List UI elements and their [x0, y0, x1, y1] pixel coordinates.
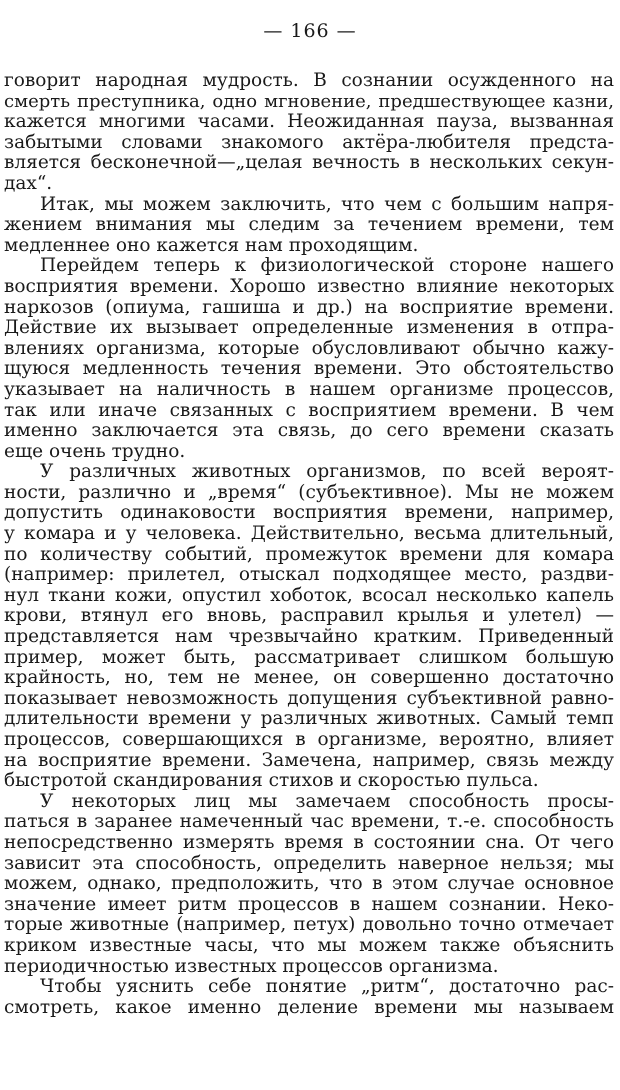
- page-number: — 166 —: [263, 20, 357, 42]
- text-line: именно заключается эта связь, до сего времени сказать: [4, 421, 614, 442]
- text-line: периодичностью известных процессов организма.: [4, 956, 499, 977]
- text-line: медленнее оно кажется нам проходящим.: [4, 235, 419, 256]
- text-line: говорит народная мудрость. В сознании осужденного на: [4, 71, 614, 91]
- text-line: вляется бесконечной—„целая вечность в нескольких секун-: [4, 153, 614, 174]
- text-line: процессов, совершающихся в организме, вероятно, влияет: [4, 730, 614, 750]
- text-line: зависит эта способность, определить наверное нельзя; мы: [4, 853, 614, 874]
- text-line: так или иначе связанных с восприятием времени. В чем: [4, 400, 614, 421]
- text-line: значение имеет ритм процессов в нашем сознании. Неко-: [4, 894, 614, 915]
- text-line: быстротой скандирования стихов и скоростью пульса.: [4, 771, 539, 792]
- text-line: указывает на наличность в нашем организме процессов,: [4, 379, 614, 400]
- text-line: забытыми словами знакомого актёра-любителя предста-: [4, 132, 614, 153]
- text-line: нул ткани кожи, опустил хоботок, всосал несколько капель: [4, 585, 614, 606]
- text-line: смерть преступника, одно мгновение, предшествующее казни,: [4, 91, 614, 112]
- text-line: наркозов (опиума, гашиша и др.) на восприятие времени.: [4, 297, 614, 318]
- text-line: криком известные часы, что мы можем также объяснить: [4, 935, 614, 956]
- text-line: крайность, но, тем не менее, он совершенно достаточно: [4, 668, 614, 689]
- text-line: паться в заранее намеченный час времени, т.-е. способность: [4, 812, 614, 833]
- text-line: представляется нам чрезвычайно кратким. Приведенный: [4, 627, 614, 648]
- text-line: Итак, мы можем заключить, что чем с большим напря-: [40, 194, 614, 215]
- text-line: кажется многими часами. Неожиданная пауза, вызванная: [4, 112, 614, 133]
- paragraph: [4, 462, 614, 792]
- text-line: можем, однако, предположить, что в этом случае основное: [4, 874, 614, 895]
- page-text: [4, 71, 614, 1018]
- paragraph: [4, 195, 614, 257]
- paragraph: [4, 977, 614, 1018]
- text-line: (например: прилетел, отыскал подходящее место, раздви-: [4, 565, 614, 586]
- text-line: на восприятие времени. Замечена, например, связь между: [4, 750, 614, 771]
- text-line: восприятия времени. Хорошо известно влияние некоторых: [4, 276, 614, 297]
- text-line: торые животные (например, петух) довольно точно отмечает: [4, 915, 614, 936]
- text-line: длительности времени у различных животных. Самый темп: [4, 709, 614, 730]
- text-line: показывает невозможность допущения субъективной равно-: [4, 688, 614, 709]
- text-line: еще очень трудно.: [4, 441, 186, 462]
- text-line: дах“.: [4, 173, 53, 194]
- paragraph: [4, 792, 614, 977]
- text-line: У различных животных организмов, по всей вероят-: [40, 462, 614, 483]
- text-line: влениях организма, которые обусловливают обычно кажу-: [4, 338, 614, 359]
- text-line: пример, может быть, рассматривает слишком большую: [4, 647, 614, 668]
- text-line: Перейдем теперь к физиологической стороне нашего: [40, 256, 614, 277]
- text-line: щуюся медленность течения времени. Это обстоятельство: [4, 359, 614, 380]
- text-line: смотреть, какое именно деление времени мы называем: [4, 997, 614, 1018]
- text-line: непосредственно измерять время в состоянии сна. От чего: [4, 832, 614, 853]
- text-line: Действие их вызывает определенные изменения в отпра-: [4, 318, 614, 339]
- text-line: жением внимания мы следим за течением времени, тем: [4, 215, 614, 236]
- text-line: допустить одинаковости восприятия времени, например,: [4, 503, 614, 524]
- text-line: крови, втянул его вновь, расправил крылья и улетел) —: [4, 606, 614, 627]
- text-line: у комара и у человека. Действительно, весьма длительный,: [4, 524, 614, 545]
- text-line: У некоторых лиц мы замечаем способность просы-: [40, 791, 614, 812]
- text-line: ности, различно и „время“ (субъективное). Мы не можем: [4, 482, 614, 503]
- text-line: Чтобы уяснить себе понятие „ритм“, достаточно рас-: [40, 977, 614, 998]
- text-line: по количеству событий, промежуток времени для комара: [4, 544, 614, 565]
- paragraph: [4, 71, 614, 195]
- paragraph: [4, 256, 614, 462]
